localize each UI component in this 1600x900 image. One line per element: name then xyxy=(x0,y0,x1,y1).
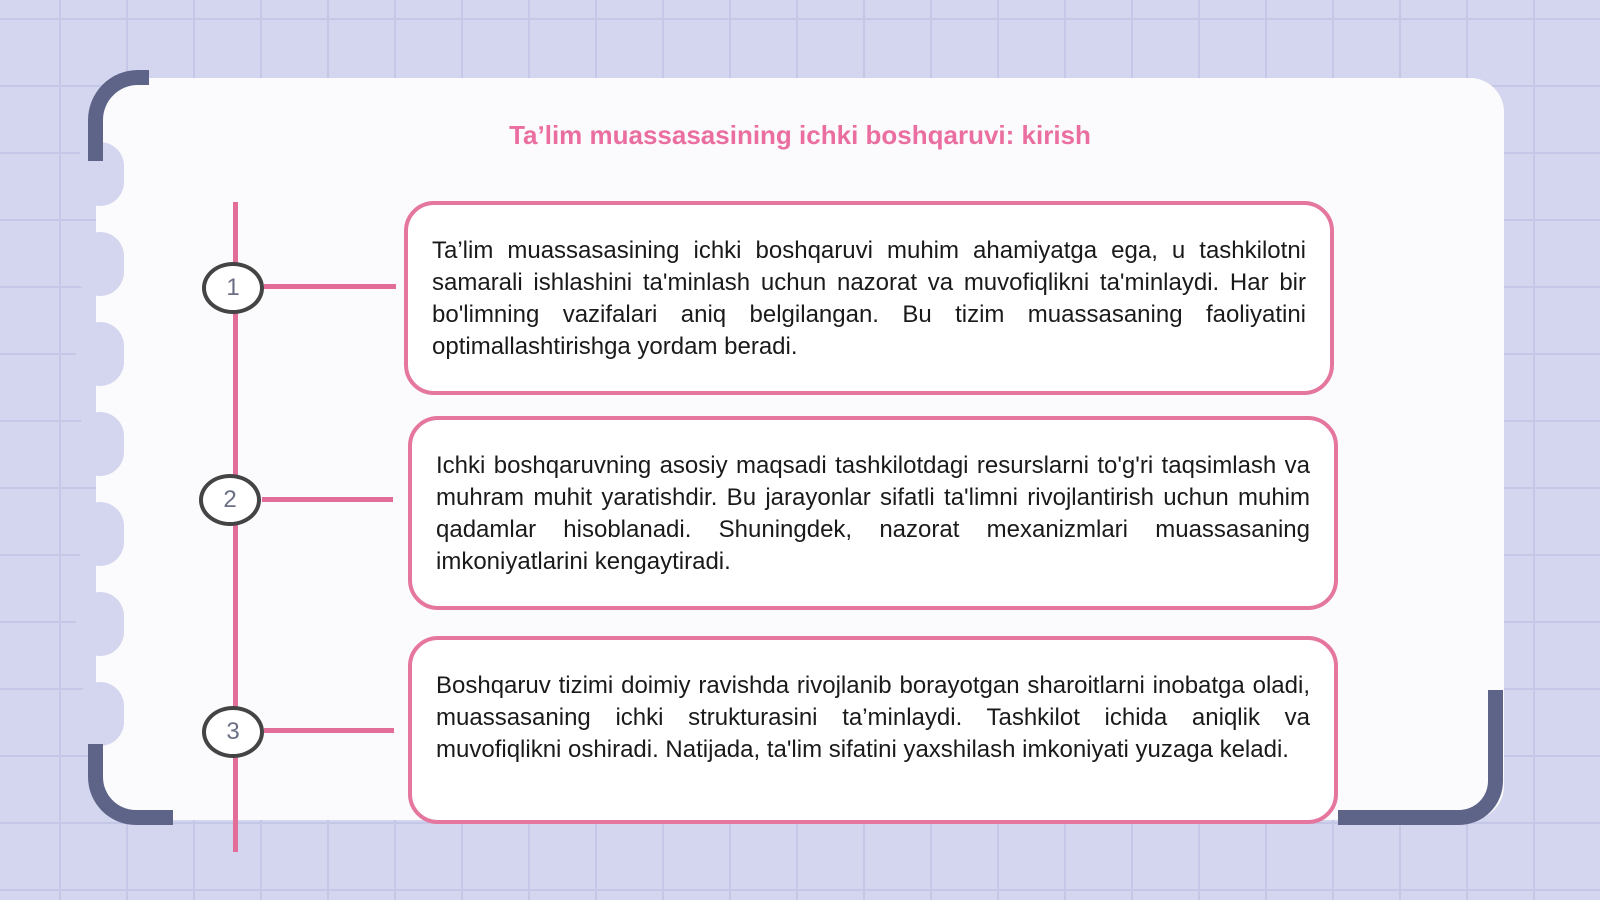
content-box xyxy=(404,201,1334,395)
step-number-badge: 2 xyxy=(199,474,261,526)
content-text: Ichki boshqaruvning asosiy maqsadi tashkilotdagi resurslarni to'g'ri taqsimlash va muhram muhit yaratishdir. Bu jarayonlar sifatli ta'limni rivojlantirish uchun muhim qadamlar hisoblanadi. Shuningdek, nazorat mexanizmlari muassasaning imkoniyatlarini kengaytiradi. xyxy=(436,452,1310,575)
corner-bracket-bottom-right xyxy=(1338,690,1503,825)
content-text: Boshqaruv tizimi doimiy ravishda rivojlanib borayotgan sharoitlarni inobatga oladi, muassasaning ichki strukturasini ta’minlaydi. Tashkilot ichida aniqlik va muvofiqlikni oshiradi. Natijada, ta'lim sifatini yaxshilash imkoniyati yuzaga keladi. xyxy=(436,672,1310,763)
timeline-connector xyxy=(264,284,396,289)
content-box xyxy=(408,636,1338,824)
content-text: Ta’lim muassasasining ichki boshqaruvi muhim ahamiyatga ega, u tashkilotni samarali ishlashini ta'minlash uchun nazorat va muvofiqlikni ta'minlaydi. Har bir bo'limning vazifalari aniq belgilangan. Bu tizim muassasaning faoliyatini optimallashtirishga yordam beradi. xyxy=(432,237,1306,360)
card-edge-notch xyxy=(76,322,124,386)
timeline-connector xyxy=(264,728,394,733)
slide-title: Taʼlim muassasasining ichki boshqaruvi: kirish xyxy=(509,120,1091,150)
card-edge-notch xyxy=(76,592,124,656)
card-edge-notch xyxy=(76,502,124,566)
card-edge-notch xyxy=(76,412,124,476)
step-number-badge: 3 xyxy=(202,706,264,758)
corner-bracket-bottom-left xyxy=(88,744,173,825)
content-box xyxy=(408,416,1338,610)
card-edge-notch xyxy=(76,682,124,746)
step-number-badge: 1 xyxy=(202,262,264,314)
card-edge-notch xyxy=(76,232,124,296)
timeline-connector xyxy=(262,497,393,502)
